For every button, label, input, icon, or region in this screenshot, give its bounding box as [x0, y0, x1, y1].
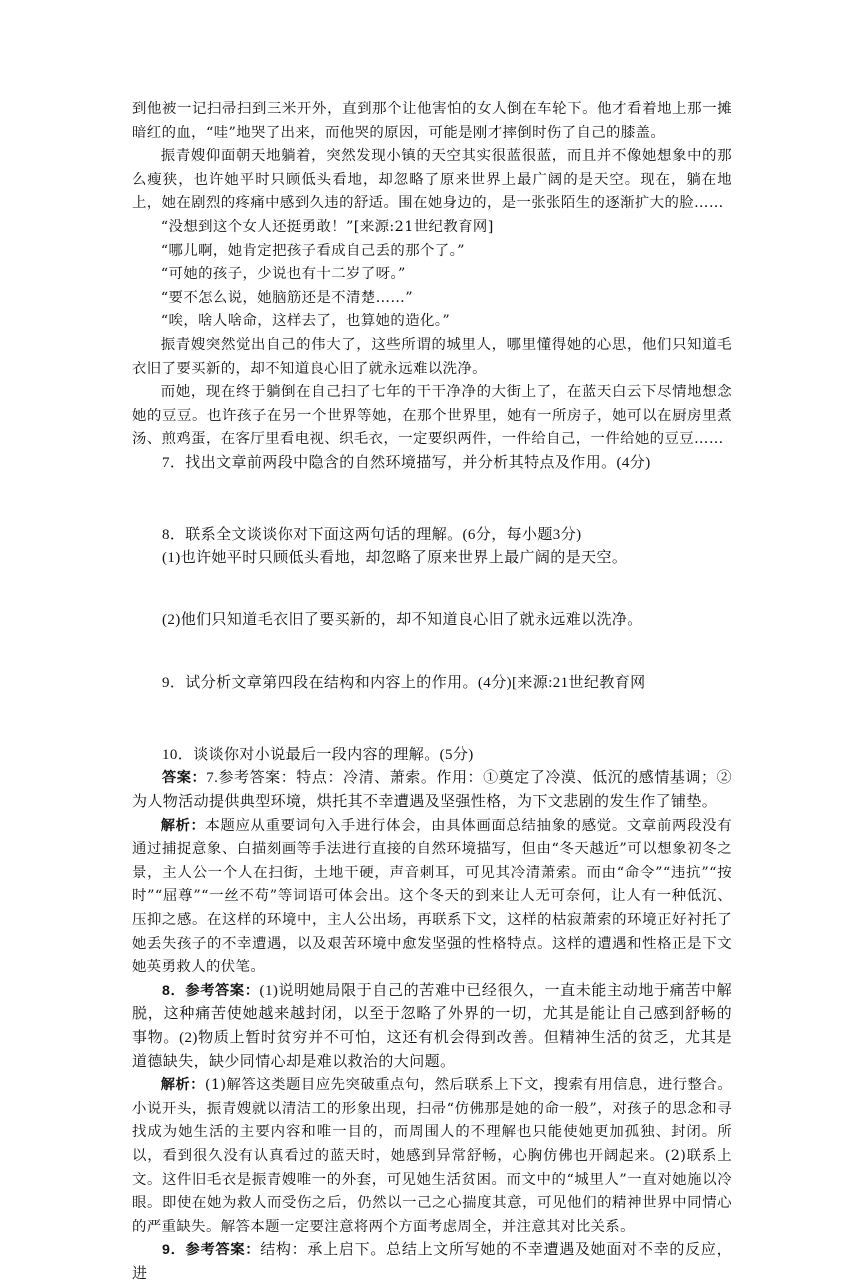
answer-label: 8．参考答案： [162, 982, 260, 999]
answer-space-9 [132, 696, 732, 744]
question-10: 10．谈谈你对小说最后一段内容的理解。(5分) [162, 746, 474, 763]
document-body [132, 98, 732, 1287]
answer-9-text: 结构：承上启下。总结上文所写她的不幸遭遇及她面对不幸的反应，进 [132, 1242, 732, 1282]
dialogue-line-4: “要不怎么说，她脑筋还是不清楚……” [160, 289, 413, 306]
answer-space-8-2 [132, 632, 732, 672]
dialogue-line-1: “没想到这个女人还挺勇敢！”[来源:21世纪教育网] [160, 218, 494, 235]
story-paragraph-1: 到他被一记扫帚扫到三米开外，直到那个让他害怕的女人倒在车轮下。他才看着地上那一摊暗红的血，“哇”地哭了出来，而他哭的原因，可能是刚才摔倒时伤了自己的膝盖。 [132, 101, 732, 141]
explanation-label: 解析： [160, 817, 206, 834]
story-paragraph-9: 而她，现在终于躺倒在自己扫了七年的干干净净的大街上了，在蓝天白云下尽情地想念她的豆豆。也许孩子在另一个世界等她，在那个世界里，她有一所房子，她可以在厨房里煮汤、煎鸡蛋，在客厅里看电视、织毛衣，一定要织两件，一件给自己，一件给她的豆豆…… [132, 384, 732, 448]
answer-8-text: (1)说明她局限于自己的苦难中已经很久，一直未能主动地于痛苦中解脱，这种痛苦使她越来越封闭，以至于忽略了外界的一切，尤其是能让自己感到舒畅的事物。(2)物质上暂时贫穷并不可怕，这还有机会得到改善。但精神生活的贫乏，尤其是道德缺失，缺少同情心却是难以救治的大问题。 [132, 982, 732, 1070]
question-8-sub-1: (1)也许她平时只顾低头看地，却忽略了原来世界上最广阔的是天空。 [162, 550, 628, 567]
question-8-sub-2: (2)他们只知道毛衣旧了要买新的，却不知道良心旧了就永远难以洗净。 [162, 611, 643, 628]
question-7: 7．找出文章前两段中隐含的自然环境描写，并分析其特点及作用。(4分) [162, 454, 651, 471]
answer-label: 9．参考答案： [162, 1242, 261, 1259]
explanation-8 [132, 1074, 732, 1239]
dialogue-line-2: “哪儿啊，她肯定把孩子看成自己丢的那个了。” [160, 242, 465, 259]
explanation-7 [132, 815, 732, 980]
answer-7-text: 7.参考答案：特点：冷清、萧索。作用：①奠定了冷漠、低沉的感情基调；②为人物活动提供典型环境，烘托其不幸遭遇及坚强性格，为下文悲剧的发生作了铺垫。 [132, 770, 732, 811]
answer-9 [132, 1239, 732, 1286]
question-9: 9．试分析文章第四段在结构和内容上的作用。(4分)[来源:21世纪教育网 [162, 675, 646, 692]
answer-7 [132, 767, 732, 814]
question-8: 8．联系全文谈谈你对下面这两句话的理解。(6分，每小题3分) [162, 526, 582, 543]
story-paragraph-2: 振青嫂仰面朝天地躺着，突然发现小镇的天空其实很蓝很蓝，而且并不像她想象中的那么瘦狭，也许她平时只顾低头看地，却忽略了原来世界上最广阔的是天空。现在，躺在地上，她在剧烈的疼痛中感到久违的舒适。围在她身边的，是一张张陌生的逐渐扩大的脸…… [132, 148, 732, 212]
explanation-7-text: 本题应从重要词句入手进行体会，由具体画面总结抽象的感觉。文章前两段没有通过捕捉意象、白描刻画等手法进行直接的自然环境描写，但由“冬天越近”可以想象初冬之景，主人公一个人在扫街，土地干硬，声音刺耳，可见其冷清萧索。而由“命令”“违抗”“按时”“屈尊”“一丝不苟”等词语可体会出。这个冬天的到来让人无可奈何，让人有一种低沉、压抑之感。在这样的环境中，主人公出场，再联系下文，这样的枯寂萧索的环境正好衬托了她丢失孩子的不幸遭遇，以及艰苦环境中愈发坚强的性格特点。这样的遭遇和性格正是下文她英勇救人的伏笔。 [132, 817, 732, 976]
answer-space-7 [132, 476, 732, 524]
dialogue-line-5: “唉，啥人啥命，这样去了，也算她的造化。” [160, 313, 451, 330]
answer-8 [132, 980, 732, 1074]
answer-space-8-1 [132, 571, 732, 609]
answer-label: 答案： [162, 770, 207, 787]
story-paragraph-8: 振青嫂突然觉出自己的伟大了，这些所谓的城里人，哪里懂得她的心思，他们只知道毛衣旧了要买新的，却不知道良心旧了就永远难以洗净。 [132, 336, 732, 377]
explanation-8-text: (1)解答这类题目应先突破重点句，然后联系上下文，搜索有用信息，进行整合。小说开头，振青嫂就以清洁工的形象出现，扫帚“仿佛那是她的命一般”，对孩子的思念和寻找成为她生活的主要内容和唯一目的，而周围人的不理解也只能使她更加孤独、封闭。所以，看到很久没有认真看过的蓝天时，她感到异常舒畅，心胸仿佛也开阔起来。(2)联系上文。这件旧毛衣是振青嫂唯一的外套，可见她生活贫困。而文中的“城里人”一直对她施以冷眼。即使在她为救人而受伤之后，仍然以一己之心揣度其意，可见他们的精神世界中同情心的严重缺失。解答本题一定要注意将两个方面考虑周全，并注意其对比关系。 [132, 1077, 733, 1235]
dialogue-line-3: “可她的孩子，少说也有十二岁了呀。” [160, 266, 406, 283]
explanation-label: 解析： [160, 1077, 205, 1094]
